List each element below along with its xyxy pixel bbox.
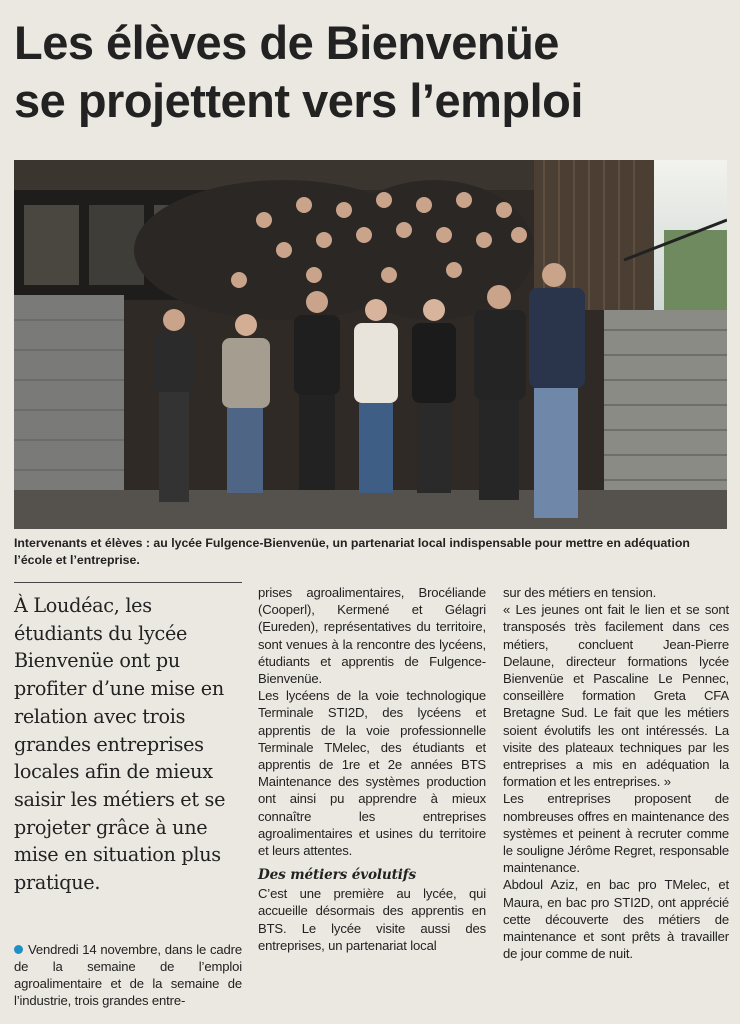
lede-rule bbox=[14, 582, 242, 583]
column-2-paragraph-3: C’est une première au lycée, qui accueille désormais des apprentis en BTS. Le lycée visite aussi des entreprises, un partenariat local bbox=[258, 886, 486, 953]
lede-line: À Loudéac, les bbox=[14, 594, 152, 617]
column-2-paragraph-1: prises agroalimentaires, Brocéliande (Cooperl), Kermené et Gélagri (Eureden), représentatives du territoire, sont venues à la rencontre des lycéens, étudiants et apprentis de Fulgence-Bienvenüe. bbox=[258, 585, 486, 687]
column-3-paragraph-4: Abdoul Aziz, en bac pro TMelec, et Maura, en bac pro STI2D, ont apprécié cette découverte des métiers de maintenance et sont prêts à travailler de jour comme de nuit. bbox=[503, 877, 729, 962]
column-2 bbox=[258, 584, 486, 954]
lede-line: profiter d’une mise en bbox=[14, 677, 224, 701]
column-1 bbox=[14, 592, 242, 1010]
lede-line: grandes entreprises bbox=[14, 732, 204, 756]
column-3-paragraph-1: sur des métiers en tension. bbox=[503, 585, 657, 600]
group-photo bbox=[14, 160, 727, 529]
column-1-body bbox=[14, 941, 242, 1010]
lede-line: Bienvenüe ont pu bbox=[14, 649, 180, 673]
headline bbox=[14, 14, 726, 130]
headline-line-1: Les élèves de Bienvenüe bbox=[14, 16, 559, 69]
column-3-paragraph-2: « Les jeunes ont fait le lien et se sont transposés très facilement dans ces métiers, concluent Jean-Pierre Delaune, directeur formations lycée Bienvenüe et Pascaline Le Pennec, conseillère formation Greta CFA Bretagne Sud. Le fait que les métiers soient évolutifs les ont intéressés. La visite des plateaux techniques par les entreprises a mis en adéquation la formation et les entreprises. » bbox=[503, 602, 729, 790]
lede-line: locales afin de mieux bbox=[14, 760, 213, 784]
headline-line-2: se projettent vers l’emploi bbox=[14, 74, 583, 127]
column-3-paragraph-3: Les entreprises proposent de nombreuses offres en maintenance des systèmes et peinent à recruter comme le souligne Jérôme Regret, responsable maintenance. bbox=[503, 791, 729, 876]
lede-line: étudiants du lycée bbox=[14, 621, 188, 645]
lede-line: mise en situation plus bbox=[14, 843, 221, 867]
photo-caption: Intervenants et élèves : au lycée Fulgence-Bienvenüe, un partenariat local indispensable pour mettre en adéquation l’école et l’entreprise. bbox=[14, 536, 690, 567]
column-1-text: Vendredi 14 novembre, dans le cadre de la semaine de l’emploi agroalimentaire et de la semaine de l’industrie, trois grandes entre- bbox=[14, 941, 242, 1009]
bullet-dot-icon bbox=[14, 945, 23, 954]
lede bbox=[14, 592, 242, 897]
lede-line: relation avec trois bbox=[14, 704, 186, 728]
lede-line: saisir les métiers et se bbox=[14, 787, 226, 811]
column-2-paragraph-2: Les lycéens de la voie technologique Terminale STI2D, des lycéens et apprentis de la voie professionnelle Terminale TMelec, des étudiants et apprentis de 1re et 2e années BTS Maintenance des systèmes production ont ainsi pu apprendre à mieux connaître les entreprises agroalimentaires et usines du territoire et leurs attentes. bbox=[258, 688, 486, 859]
lede-line: projeter grâce à une bbox=[14, 815, 208, 839]
lede-line: pratique. bbox=[14, 871, 101, 895]
group-photo-illustration bbox=[14, 160, 727, 529]
subhead: Des métiers évolutifs bbox=[258, 867, 416, 884]
column-3 bbox=[503, 584, 729, 962]
